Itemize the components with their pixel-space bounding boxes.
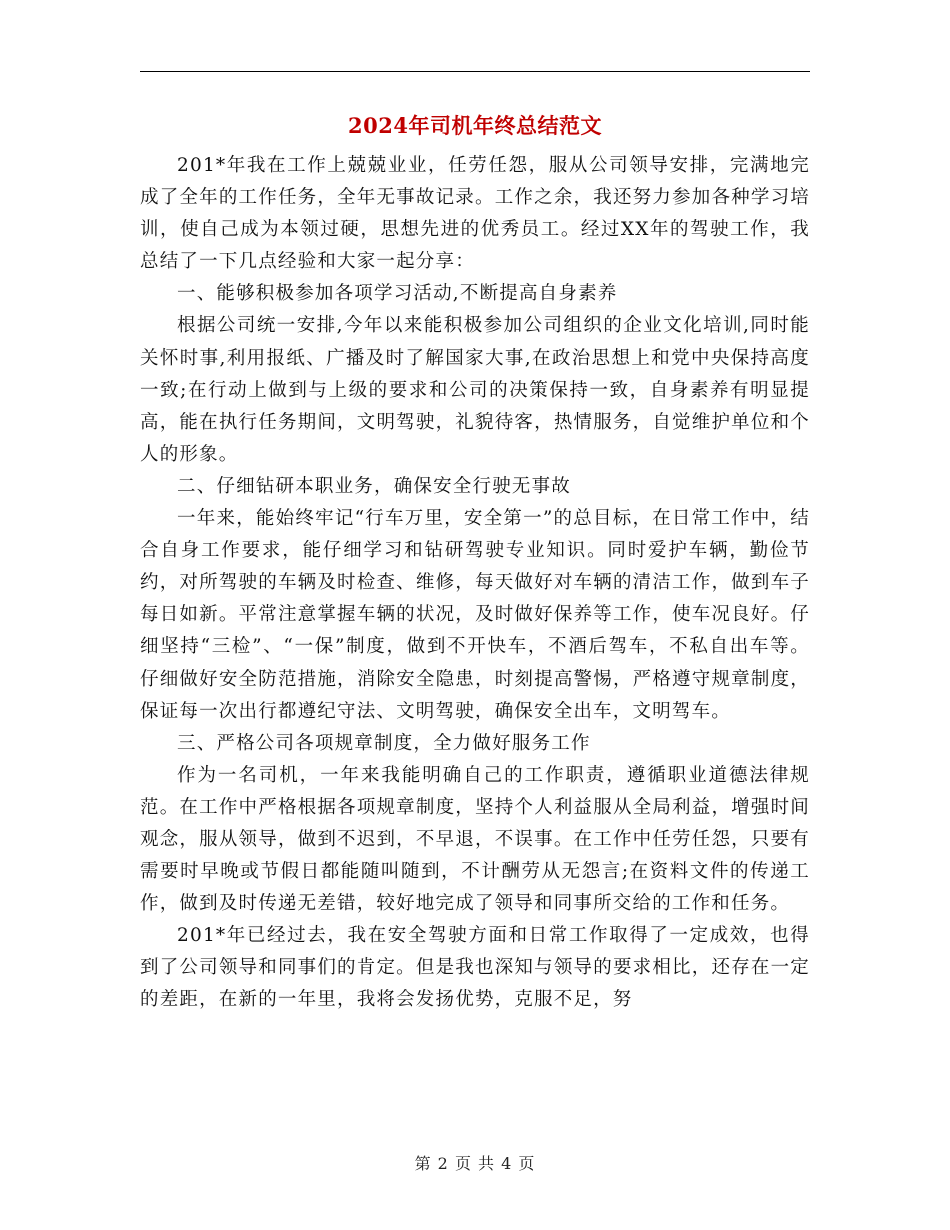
- document-body: [140, 150, 810, 1017]
- document-title: 2024年司机年终总结范文: [348, 113, 602, 138]
- page-number-footer: 第 2 页 共 4 页: [414, 1154, 536, 1173]
- section-1-paragraph: 根据公司统一安排,今年以来能积极参加公司组织的企业文化培训,同时能关怀时事,利用报纸、广播及时了解国家大事,在政治思想上和党中央保持高度一致;在行动上做到与上级的要求和公司的决策保持一致，自身素养有明显提高，能在执行任务期间，文明驾驶，礼貌待客，热情服务，自觉维护单位和个人的形象。: [140, 315, 810, 465]
- section-heading-1: 一、能够积极参加各项学习活动,不断提高自身素养: [177, 283, 618, 305]
- section-3-paragraph: 作为一名司机，一年来我能明确自己的工作职责，遵循职业道德法律规范。在工作中严格根据各项规章制度，坚持个人利益服从全局利益，增强时间观念，服从领导，做到不迟到，不早退，不误事。在工作中任劳任怨，只要有需要时早晚或节假日都能随叫随到，不计酬劳从无怨言;在资料文件的传递工作，做到及时传递无差错，较好地完成了领导和同事所交给的工作和任务。: [140, 764, 810, 915]
- section-heading-2: 二、仔细钻研本职业务，确保安全行驶无事故: [177, 475, 572, 497]
- section-heading-3: 三、严格公司各项规章制度，全力做好服务工作: [177, 732, 591, 754]
- section-2-paragraph: 一年来，能始终牢记“行车万里，安全第一”的总目标，在日常工作中，结合自身工作要求，能仔细学习和钻研驾驶专业知识。同时爱护车辆，勤俭节约，对所驾驶的车辆及时检查、维修，每天做好对车辆的清洁工作，做到车子每日如新。平常注意掌握车辆的状况，及时做好保养等工作，使车况良好。仔细坚持“三检”、“一保”制度，做到不开快车，不酒后驾车，不私自出车等。仔细做好安全防范措施，消除安全隐患，时刻提高警惕，严格遵守规章制度，保证每一次出行都遵纪守法、文明驾驶，确保安全出车，文明驾车。: [140, 508, 810, 722]
- header-rule: [140, 71, 810, 72]
- closing-paragraph: 201*年已经过去，我在安全驾驶方面和日常工作取得了一定成效，也得到了公司领导和同事们的肯定。但是我也深知与领导的要求相比，还存在一定的差距，在新的一年里，我将会发扬优势，克服不足，努: [140, 925, 810, 1011]
- intro-paragraph: 201*年我在工作上兢兢业业，任劳任怨，服从公司领导安排，完满地完成了全年的工作任务，全年无事故记录。工作之余，我还努力参加各种学习培训，使自己成为本领过硬，思想先进的优秀员工。经过XX年的驾驶工作，我总结了一下几点经验和大家一起分享：: [140, 155, 810, 273]
